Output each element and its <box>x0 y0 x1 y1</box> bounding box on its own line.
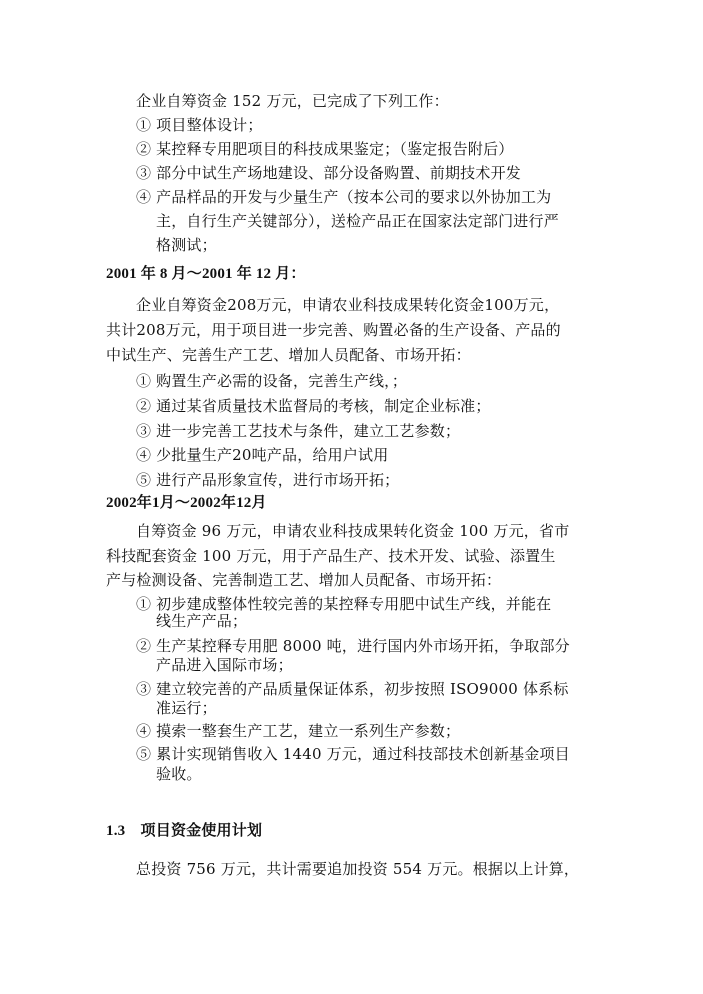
list-item: ① 购置生产必需的设备，完善生产线，； <box>136 372 408 390</box>
list-item: ② 通过某省质量技术监督局的考核，制定企业标准； <box>136 397 491 415</box>
list-item: ⑤ 累计实现销售收入 1440 万元，通过科技部技术创新基金项目 <box>136 745 570 763</box>
list-item: ④ 少批量生产20吨产品，给用户试用 <box>136 446 389 464</box>
paragraph-line: 企业自筹资金208万元，申请农业科技成果转化资金100万元， <box>136 296 560 314</box>
paragraph-line: 自筹资金 96 万元，申请农业科技成果转化资金 100 万元，省市 <box>136 522 570 540</box>
list-item: ④ 产品样品的开发与少量生产（按本公司的要求以外协加工为 <box>136 188 552 206</box>
list-item: ⑤ 进行产品形象宣传，进行市场开拓； <box>136 471 400 489</box>
paragraph-intro: 企业自筹资金 152 万元，已完成了下列工作： <box>136 92 449 110</box>
list-item: ② 生产某控释专用肥 8000 吨，进行国内外市场开拓，争取部分 <box>136 637 570 655</box>
list-item-continued: 线生产产品； <box>156 612 248 630</box>
list-item-continued: 验收。 <box>156 765 202 783</box>
paragraph-line: 中试生产、完善生产工艺、增加人员配备、市场开拓： <box>106 346 471 364</box>
list-item-continued: 准运行； <box>156 699 217 717</box>
paragraph-line: 产与检测设备、完善制造工艺、增加人员配备、市场开拓： <box>106 571 502 589</box>
list-item: ③ 部分中试生产场地建设、部分设备购置、前期技术开发 <box>136 164 521 182</box>
section-heading-2002: 2002年1月～2002年12月 <box>106 495 267 511</box>
paragraph-line: 共计208万元，用于项目进一步完善、购置必备的生产设备、产品的 <box>106 321 561 339</box>
list-item-continued: 产品进入国际市场； <box>156 656 293 674</box>
list-item: ③ 建立较完善的产品质量保证体系，初步按照 ISO9000 体系标 <box>136 680 569 698</box>
list-item-continued: 格测试； <box>156 236 217 254</box>
list-item: ③ 进一步完善工艺技术与条件，建立工艺参数； <box>136 422 461 440</box>
section-heading-2001: 2001 年 8 月～2001 年 12 月： <box>106 266 306 282</box>
section-heading-1-3: 1.3 项目资金使用计划 <box>106 823 263 839</box>
list-item: ① 项目整体设计； <box>136 116 263 134</box>
list-item: ② 某控释专用肥项目的科技成果鉴定；（鉴定报告附后） <box>136 140 514 158</box>
list-item-continued: 主，自行生产关键部分），送检产品正在国家法定部门进行严 <box>156 212 559 230</box>
list-item: ④ 摸索一整套生产工艺，建立一系列生产参数； <box>136 722 461 740</box>
paragraph-line: 科技配套资金 100 万元，用于产品生产、技术开发、试验、添置生 <box>106 547 556 565</box>
paragraph-line: 总投资 756 万元，共计需要追加投资 554 万元。根据以上计算， <box>136 860 580 878</box>
list-item: ① 初步建成整体性较完善的某控释专用肥中试生产线，并能在 <box>136 595 552 613</box>
